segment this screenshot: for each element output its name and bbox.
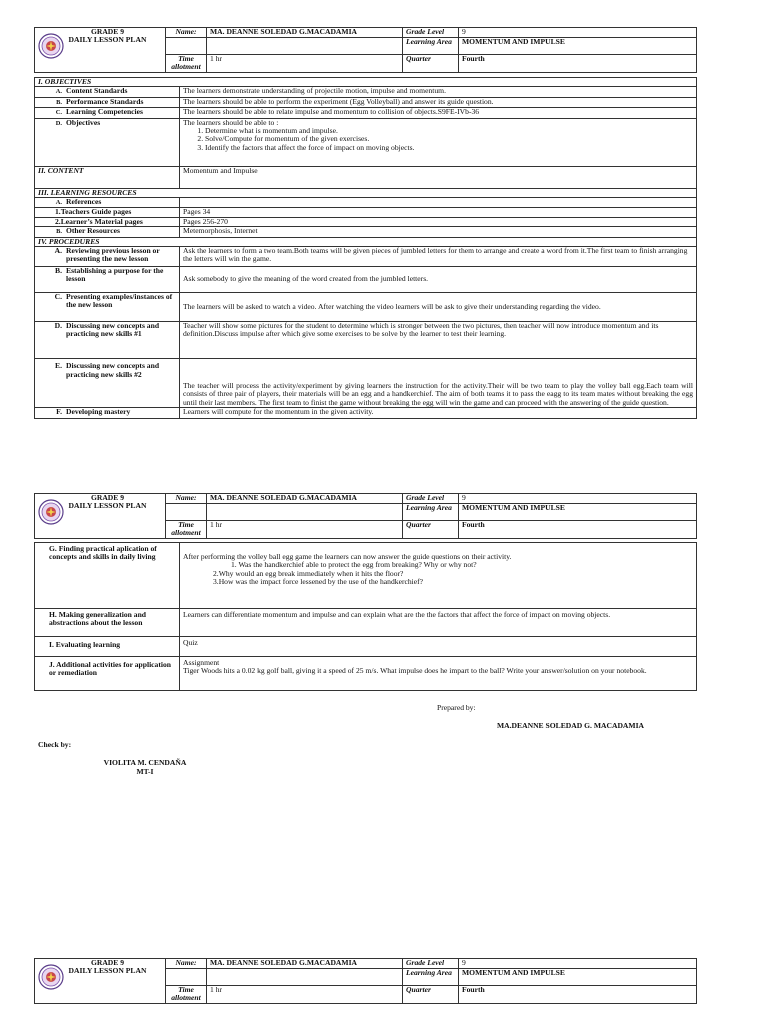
objectives-intro: The learners should be able to :	[183, 117, 279, 127]
blank-cell	[207, 969, 403, 986]
learning-area-label: Learning Area	[403, 38, 459, 55]
blank-cell	[166, 969, 207, 986]
g-intro: After performing the volley ball egg game the learners can now answer the guide questions on their activity.	[183, 552, 512, 561]
proc-b-text: Ask somebody to give the meaning of the word created from the jumbled letters.	[180, 267, 697, 293]
teacher-name: MA. DEANNE SOLEDAD G.MACADAMIA	[207, 494, 403, 504]
blank-cell	[166, 504, 207, 521]
section-i-label: I. Evaluating learning	[35, 637, 180, 657]
section-g-text	[180, 543, 697, 609]
name-label: Name:	[166, 959, 207, 969]
other-resources-label: B. Other Resources	[35, 227, 180, 237]
proc-c-text: The learners will be asked to watch a video. After watching the video learners will be ask to give their understanding regarding the video.	[180, 293, 697, 322]
content-text: Momentum and Impulse	[180, 166, 697, 188]
check-by-label: Check by:	[38, 740, 72, 749]
plan-title: DAILY LESSON PLAN	[68, 966, 147, 976]
assignment-text: Tiger Woods hits a 0.02 kg golf ball, giving it a speed of 25 m/s. What impulse does he impart to the ball? Write your answer/solution on your notebook.	[183, 666, 647, 676]
header-title-cell	[35, 28, 166, 73]
checker-name: VIOLITA M. CENDAÑA	[103, 758, 187, 767]
learning-area-label: Learning Area	[403, 969, 459, 986]
blank-cell	[207, 504, 403, 521]
assignment-heading: Assignment	[183, 658, 220, 667]
section-j-text	[180, 657, 697, 691]
time-value: 1 hr	[207, 986, 403, 1004]
teachers-guide-label: 1.Teachers Guide pages	[35, 208, 180, 217]
time-value: 1 hr	[207, 55, 403, 73]
lesson-table-2	[34, 542, 697, 691]
objective-item: 1. Determine what is momentum and impulse.	[205, 127, 693, 135]
learners-material-label: 2.Learner’s Material pages	[35, 217, 180, 226]
preparer-name: MA.DEANNE SOLEDAD G. MACADAMIA	[497, 721, 645, 730]
proc-e-text: The teacher will process the activity/experiment by giving learners the instruction for the activity.Their will be two team to play the volley ball egg.Each team will consists of three pair of players, their materials will be an egg and a handkerchief. The aim of both teams it to pass the eagg to its team mates without breaking the egg until their last members. The first team to finist the game without breaking the egg will win the game and can proceed with the answering of the guide question.	[180, 359, 697, 408]
objective-item: 2. Solve/Compute for momentum of the given exercises.	[205, 135, 693, 143]
g-question: 3.How was the impact force lessened by the use of the handkerchief?	[213, 577, 424, 587]
learning-competencies-text: The learners should be able to relate impulse and momentum to collision of objects.S9FE-IVb-36	[180, 108, 697, 118]
grade-title: GRADE 9	[90, 493, 125, 502]
name-label: Name:	[166, 494, 207, 504]
grade-level-label: Grade Level	[403, 959, 459, 969]
deped-seal-icon	[38, 33, 64, 59]
time-value: 1 hr	[207, 521, 403, 539]
learners-material-pages: Pages 256-270	[180, 217, 697, 226]
lesson-table-1	[34, 77, 697, 419]
quarter-label: Quarter	[403, 55, 459, 73]
grade-title: GRADE 9	[90, 958, 125, 967]
content-standards-label: A. Content Standards	[35, 87, 180, 97]
teacher-name: MA. DEANNE SOLEDAD G.MACADAMIA	[207, 28, 403, 38]
proc-f-label: F. Developing mastery	[35, 408, 180, 419]
other-resources-text: Metemorphosis, Internet	[180, 227, 697, 237]
learning-area-value: MOMENTUM AND IMPULSE	[459, 969, 697, 986]
learning-area-value: MOMENTUM AND IMPULSE	[459, 504, 697, 521]
section-content: II. CONTENT	[35, 166, 180, 188]
grade-level-value: 9	[459, 494, 697, 504]
quarter-value: Fourth	[459, 55, 697, 73]
objectives-label: D. Objectives	[35, 118, 180, 166]
teachers-guide-pages: Pages 34	[180, 208, 697, 217]
section-j-label: J. Additional activities for application or remediation	[35, 657, 180, 691]
header-table-2	[34, 493, 697, 539]
time-label: Time allotment	[166, 55, 207, 73]
proc-b-label: B. Establishing a purpose for the lesson	[35, 267, 180, 293]
learning-area-label: Learning Area	[403, 504, 459, 521]
deped-seal-icon	[38, 964, 64, 990]
content-standards-text: The learners demonstrate understanding of projectile motion, impulse and momentum.	[180, 87, 697, 97]
grade-level-value: 9	[459, 959, 697, 969]
references-label: A. References	[35, 198, 180, 208]
learning-area-value: MOMENTUM AND IMPULSE	[459, 38, 697, 55]
header-title-cell	[35, 494, 166, 539]
time-label: Time allotment	[166, 521, 207, 539]
objective-item: 3. Identify the factors that affect the force of impact on moving objects.	[205, 144, 693, 152]
quarter-label: Quarter	[403, 986, 459, 1004]
proc-a-label: A. Reviewing previous lesson or presenting the new lesson	[35, 247, 180, 267]
quarter-value: Fourth	[459, 986, 697, 1004]
g-question: 2.Why would an egg break immediately when it hits the floor?	[213, 568, 404, 578]
proc-e-label: E. Discussing new concepts and practicing new skills #2	[35, 359, 180, 408]
grade-title: GRADE 9	[90, 27, 125, 36]
time-label: Time allotment	[166, 986, 207, 1004]
section-objectives: I. OBJECTIVES	[35, 78, 697, 87]
section-h-label: H. Making generalization and abstractions about the lesson	[35, 609, 180, 637]
header-title-cell	[35, 959, 166, 1004]
section-g-label: G. Finding practical aplication of concepts and skills in daily living	[35, 543, 180, 609]
grade-level-value: 9	[459, 28, 697, 38]
prepared-by-label: Prepared by:	[437, 703, 476, 712]
blank-cell	[207, 38, 403, 55]
checker-title: MT-I	[136, 767, 154, 776]
section-resources: III. LEARNING RESOURCES	[35, 188, 697, 197]
learning-competencies-label: C. Learning Competencies	[35, 108, 180, 118]
proc-d-text: Teacher will show some pictures for the student to determine which is stronger between the two pictures, then teacher will now introduce momentum and its definition.Discuss impulse after which give some exercises to be solve by the learner to test their learning.	[180, 322, 697, 359]
checker-block	[98, 758, 192, 776]
performance-standards-label: B. Performance Standards	[35, 97, 180, 107]
quarter-value: Fourth	[459, 521, 697, 539]
deped-seal-icon	[38, 499, 64, 525]
performance-standards-text: The learners should be able to perform the experiment (Egg Volleyball) and answer its guide question.	[180, 97, 697, 107]
header-table-3	[34, 958, 697, 1004]
grade-level-label: Grade Level	[403, 28, 459, 38]
objectives-text	[180, 118, 697, 166]
proc-f-text: Learners will compute for the momentum in the given activity.	[180, 408, 697, 419]
quarter-label: Quarter	[403, 521, 459, 539]
grade-level-label: Grade Level	[403, 494, 459, 504]
g-question: 1. Was the handkerchief able to protect the egg from breaking? Why or why not?	[231, 560, 477, 570]
header-table-1	[34, 27, 697, 73]
plan-title: DAILY LESSON PLAN	[68, 501, 147, 511]
proc-d-label: D. Discussing new concepts and practicing new skills #1	[35, 322, 180, 359]
section-i-text: Quiz	[180, 637, 697, 657]
teacher-name: MA. DEANNE SOLEDAD G.MACADAMIA	[207, 959, 403, 969]
proc-a-text: Ask the learners to form a two team.Both teams will be given pieces of jumbled letters for them to arrange and create a word from it.The first team to finish arranging the letters will win the game.	[180, 247, 697, 267]
name-label: Name:	[166, 28, 207, 38]
section-h-text: Learners can differentiate momentum and impulse and can explain what are the the factors that affect the force of impact on moving objects.	[180, 609, 697, 637]
section-procedures: IV. PROCEDURES	[35, 237, 697, 246]
blank-cell	[180, 198, 697, 208]
proc-c-label: C. Presenting examples/instances of the new lesson	[35, 293, 180, 322]
blank-cell	[166, 38, 207, 55]
plan-title: DAILY LESSON PLAN	[68, 35, 147, 45]
